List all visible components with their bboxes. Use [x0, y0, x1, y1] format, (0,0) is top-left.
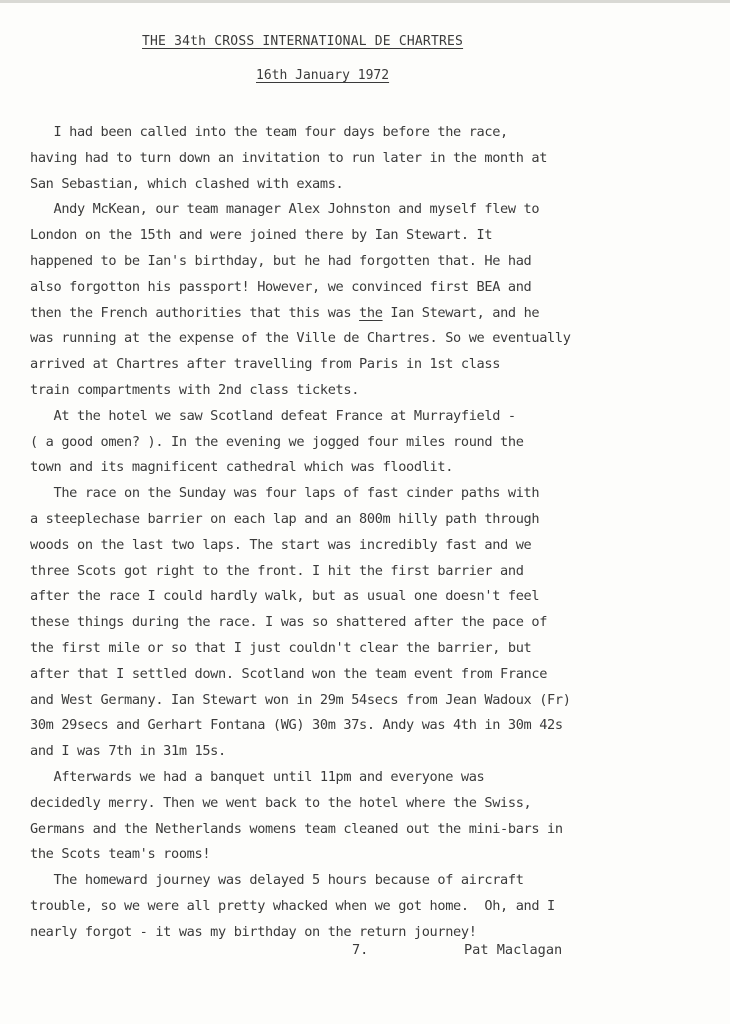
text-line: town and its magnificent cathedral which was floodlit.: [30, 459, 454, 476]
text-line: the first mile or so that I just couldn't clear the barrier, but: [30, 639, 532, 656]
text-line: Afterwards we had a banquet until 11pm and everyone was: [30, 768, 485, 785]
text-line: and West Germany. Ian Stewart won in 29m 54secs from Jean Wadoux (Fr): [30, 691, 571, 708]
text-line: three Scots got right to the front. I hit the first barrier and: [30, 562, 524, 579]
text-line: after that I settled down. Scotland won the team event from France: [30, 665, 548, 682]
text-line: London on the 15th and were joined there by Ian Stewart. It: [30, 227, 493, 244]
text-line: arrived at Chartres after travelling from Paris in 1st class: [30, 356, 501, 373]
page-edge: [0, 0, 730, 3]
text-line: The race on the Sunday was four laps of fast cinder paths with: [30, 485, 540, 502]
document-date: 16th January 1972: [256, 68, 390, 83]
text-line: woods on the last two laps. The start was incredibly fast and we: [30, 536, 532, 553]
text-line: after the race I could hardly walk, but as usual one doesn't feel: [30, 588, 540, 605]
body-text: [30, 120, 680, 946]
document-title: THE 34th CROSS INTERNATIONAL DE CHARTRES: [142, 34, 464, 49]
text-line: At the hotel we saw Scotland defeat France at Murrayfield -: [30, 407, 516, 424]
text-line: and I was 7th in 31m 15s.: [30, 743, 226, 760]
text-line: ( a good omen? ). In the evening we jogged four miles round the: [30, 433, 524, 450]
text-line: these things during the race. I was so shattered after the pace of: [30, 614, 548, 631]
text-line: trouble, so we were all pretty whacked when we got home. Oh, and I: [30, 897, 555, 914]
text-line: having had to turn down an invitation to run later in the month at: [30, 149, 548, 166]
text-line: then the French authorities that this was the Ian Stewart, and he: [30, 304, 540, 321]
text-line: Andy McKean, our team manager Alex Johnston and myself flew to: [30, 201, 540, 218]
text-line: was running at the expense of the Ville de Chartres. So we eventually: [30, 330, 571, 347]
text-line: I had been called into the team four days before the race,: [30, 124, 508, 140]
text-line: decidedly merry. Then we went back to the hotel where the Swiss,: [30, 794, 532, 811]
text-line: nearly forgot - it was my birthday on the return journey!: [30, 923, 477, 940]
text-line: happened to be Ian's birthday, but he had forgotten that. He had: [30, 252, 532, 269]
text-line: The homeward journey was delayed 5 hours because of aircraft: [30, 872, 524, 889]
text-line: train compartments with 2nd class tickets.: [30, 381, 360, 398]
text-line: also forgotton his passport! However, we convinced first BEA and: [30, 278, 532, 295]
text-line: Germans and the Netherlands womens team cleaned out the mini-bars in: [30, 820, 563, 837]
text-line: 30m 29secs and Gerhart Fontana (WG) 30m 37s. Andy was 4th in 30m 42s: [30, 717, 563, 734]
text-line: the Scots team's rooms!: [30, 846, 211, 863]
text-line: a steeplechase barrier on each lap and an 800m hilly path through: [30, 510, 540, 527]
page-number: 7.: [352, 942, 369, 958]
author-name: Pat Maclagan: [464, 942, 563, 958]
underlined-word: the: [359, 304, 383, 321]
text-line: San Sebastian, which clashed with exams.: [30, 175, 344, 192]
